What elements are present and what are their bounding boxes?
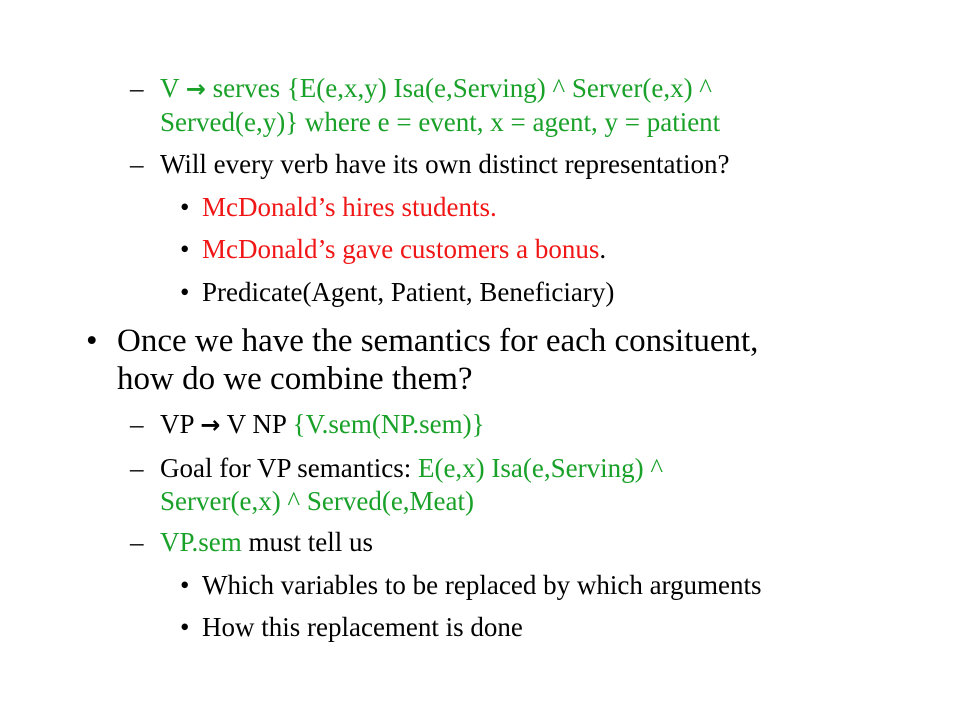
bullet-marker: •: [180, 234, 190, 264]
vp-sem-line: [160, 526, 373, 558]
main-point-line-1: Once we have the semantics for each consituent,: [117, 323, 759, 359]
bullet-marker: •: [86, 323, 98, 359]
dash-marker: –: [130, 149, 144, 179]
example-sentence-2-period: .: [599, 234, 607, 264]
example-sentence-2: [202, 233, 606, 265]
example-sentence-2-text: McDonald’s gave customers a bonus: [202, 234, 600, 264]
vp-sem-text: must tell us: [241, 527, 374, 557]
bullet-marker: •: [180, 192, 190, 222]
dash-marker: –: [130, 453, 144, 483]
example-sentence-1: McDonald’s hires students.: [202, 192, 497, 222]
rule-vp: [160, 408, 485, 441]
arrow-icon: →: [185, 75, 206, 103]
rule-semantics: {V.sem(NP.sem)}: [292, 409, 485, 439]
goal-line: [160, 452, 663, 484]
goal-formula: E(e,x) Isa(e,Serving) ^: [417, 453, 664, 483]
question-text: Will every verb have its own distinct representation?: [160, 149, 730, 179]
bullet-marker: •: [180, 277, 190, 307]
rule-lhs: V: [160, 73, 180, 103]
rule-lhs: VP: [160, 409, 194, 439]
predicate-text: Predicate(Agent, Patient, Beneficiary): [202, 277, 615, 307]
arrow-icon: →: [200, 411, 221, 439]
rule-text: serves {E(e,x,y) Isa(e,Serving) ^ Server(e,x) ^: [212, 73, 712, 103]
rule-v-serves: [160, 72, 712, 105]
dash-marker: –: [130, 527, 144, 557]
requirement-1: Which variables to be replaced by which arguments: [202, 570, 762, 600]
goal-label: Goal for VP semantics:: [160, 453, 418, 483]
dash-marker: –: [130, 73, 144, 103]
goal-formula-continuation: Server(e,x) ^ Served(e,Meat): [160, 486, 475, 516]
main-point-line-2: how do we combine them?: [117, 361, 473, 397]
bullet-marker: •: [180, 612, 190, 642]
rule-rhs: V NP: [226, 409, 286, 439]
rule-continuation: Served(e,y)} where e = event, x = agent, y = patient: [160, 107, 721, 137]
dash-marker: –: [130, 409, 144, 439]
bullet-marker: •: [180, 570, 190, 600]
requirement-2: How this replacement is done: [202, 612, 523, 642]
vp-sem-term: VP.sem: [160, 527, 242, 557]
